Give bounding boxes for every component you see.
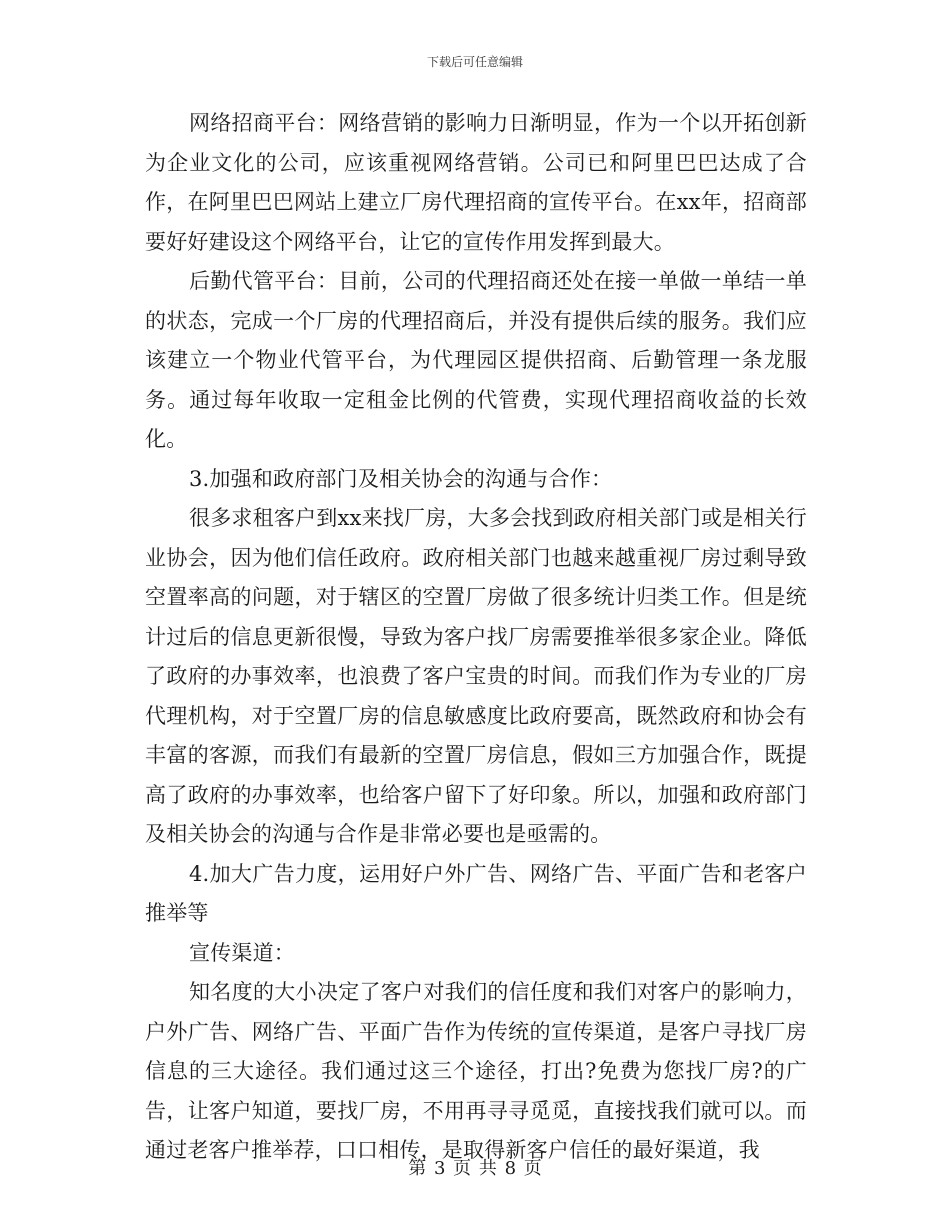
paragraph-brand-awareness: 知名度的大小决定了客户对我们的信任度和我们对客户的影响力，户外广告、网络广告、平面广告作为传统的宣传渠道，是客户寻找厂房信息的三大途径。我们通过这三个途径，打出?免费为您找厂房?的广告，让客户知道，要找厂房，不用再寻寻觅觅，直接找我们就可以。而通过老客户推举荐，口口相传，是取得新客户信任的最好渠道，我 [145,980,807,1162]
paragraph-network-platform: 网络招商平台：网络营销的影响力日渐明显，作为一个以开拓创新为企业文化的公司，应该重视网络营销。公司已和阿里巴巴达成了合作，在阿里巴巴网站上建立厂房代理招商的宣传平台。在xx年，招商部要好好建设这个网络平台，让它的宣传作用发挥到最大。 [145,111,807,254]
page-header-note: 下载后可任意编辑 [426,55,523,69]
document-body [145,104,807,1171]
heading-government-cooperation: 3.加强和政府部门及相关协会的沟通与合作： [189,466,613,491]
heading-promotion-channels: 宣传渠道： [189,940,295,965]
page-number: 第 3 页 共 8 页 [408,1158,542,1179]
heading-advertising: 4.加大广告力度，运用好户外广告、网络广告、平面广告和老客户推举等 [145,861,807,925]
paragraph-government-cooperation: 很多求租客户到xx来找厂房，大多会找到政府相关部门或是相关行业协会，因为他们信任政府。政府相关部门也越来越重视厂房过剩导致空置率高的问题，对于辖区的空置厂房做了很多统计归类工作。但是统计过后的信息更新很慢，导致为客户找厂房需要推举很多家企业。降低了政府的办事效率，也浪费了客户宝贵的时间。而我们作为专业的厂房代理机构，对于空置厂房的信息敏感度比政府要高，既然政府和协会有丰富的客源，而我们有最新的空置厂房信息，假如三方加强合作，既提高了政府的办事效率，也给客户留下了好印象。所以，加强和政府部门及相关协会的沟通与合作是非常必要也是亟需的。 [145,506,807,846]
paragraph-logistics-platform: 后勤代管平台：目前，公司的代理招商还处在接一单做一单结一单的状态，完成一个厂房的代理招商后，并没有提供后续的服务。我们应该建立一个物业代管平台，为代理园区提供招商、后勤管理一条龙服务。通过每年收取一定租金比例的代管费，实现代理招商收益的长效化。 [145,269,807,451]
